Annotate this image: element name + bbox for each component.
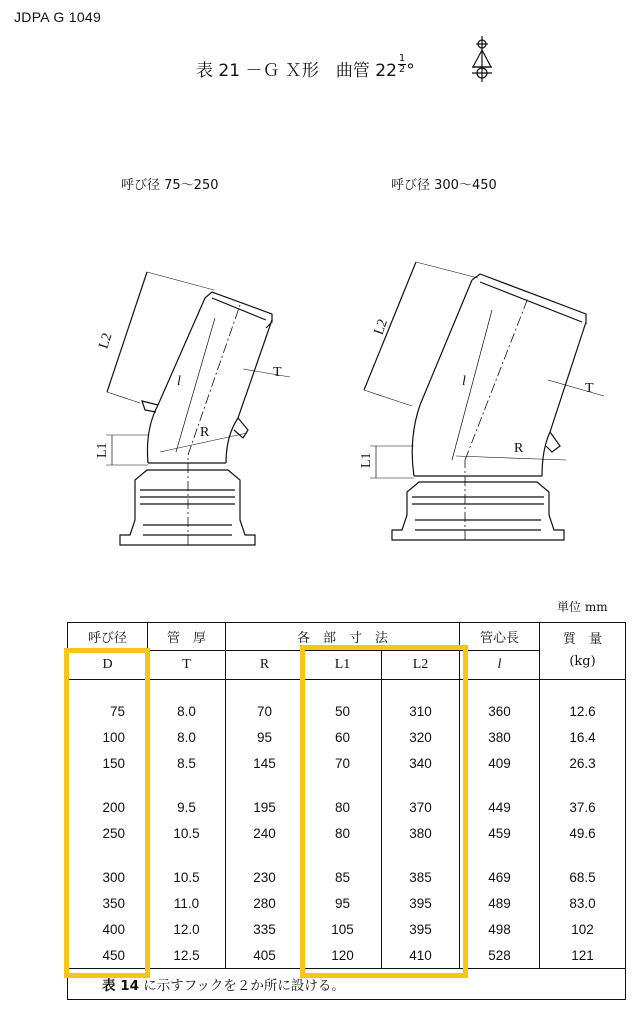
cell-l2: 370 — [382, 794, 460, 820]
cell-t: 10.5 — [148, 864, 226, 890]
cell-mass: 83.0 — [540, 890, 626, 916]
cell-l: 449 — [460, 794, 540, 820]
t-label-left: T — [273, 365, 282, 380]
title-text: 表 21 －Ｇ Ｘ形 曲管 22 — [196, 61, 397, 81]
cell-l2: 395 — [382, 890, 460, 916]
document-id: JDPA G 1049 — [14, 9, 102, 25]
note-text: に示すフックを２か所に設ける。 — [139, 978, 345, 994]
cell-l: 498 — [460, 916, 540, 942]
cell-l: 380 — [460, 724, 540, 750]
col-r-header: R — [226, 651, 304, 680]
highlight-box-l1-l2-columns — [300, 645, 468, 978]
cell-l1: 85 — [304, 864, 382, 890]
cell-l1: 120 — [304, 942, 382, 969]
l-label-left: l — [177, 374, 181, 389]
cell-mass: 37.6 — [540, 794, 626, 820]
cell-l1: 60 — [304, 724, 382, 750]
l1-label-right: L1 — [359, 452, 374, 468]
col-mass-header — [540, 623, 626, 680]
col-t-header: T — [148, 651, 226, 680]
cell-mass: 12.6 — [540, 698, 626, 724]
cell-mass: 68.5 — [540, 864, 626, 890]
cell-l1: 70 — [304, 750, 382, 776]
cell-t: 10.5 — [148, 820, 226, 846]
cell-r: 405 — [226, 942, 304, 969]
cell-r: 240 — [226, 820, 304, 846]
cell-l1: 80 — [304, 794, 382, 820]
col-center-length-header: 管心長 — [460, 623, 540, 651]
cell-l: 459 — [460, 820, 540, 846]
cell-mass: 102 — [540, 916, 626, 942]
t-label-right: T — [585, 381, 594, 396]
l-label-right: l — [462, 374, 466, 389]
cell-r: 70 — [226, 698, 304, 724]
note-table-reference: 表 14 — [102, 978, 139, 994]
col-l1-header: L1 — [304, 651, 382, 680]
cell-l2: 385 — [382, 864, 460, 890]
cell-d: 200 — [68, 794, 148, 820]
cell-r: 230 — [226, 864, 304, 890]
cell-d: 250 — [68, 820, 148, 846]
cell-mass: 26.3 — [540, 750, 626, 776]
l2-label-right: L2 — [371, 317, 392, 338]
cell-r: 280 — [226, 890, 304, 916]
caption-large-sizes: 呼び径 300～450 — [391, 178, 497, 193]
mass-label: 質 量 — [562, 632, 602, 647]
caption-small-sizes: 呼び径 75～250 — [121, 178, 219, 193]
cell-d: 400 — [68, 916, 148, 942]
cell-r: 335 — [226, 916, 304, 942]
col-thickness-header: 管 厚 — [148, 623, 226, 651]
l1-label-left: L1 — [95, 442, 110, 458]
col-nominal-header: 呼び径 — [68, 623, 148, 651]
fraction-denominator: 2 — [398, 64, 406, 75]
cell-l1: 80 — [304, 820, 382, 846]
right-pipe-drawing — [364, 262, 604, 540]
cell-t: 12.0 — [148, 916, 226, 942]
cell-l2: 320 — [382, 724, 460, 750]
cell-l2: 310 — [382, 698, 460, 724]
cell-d: 450 — [68, 942, 148, 969]
l2-label-left: L2 — [96, 331, 116, 351]
cell-l2: 340 — [382, 750, 460, 776]
cell-t: 12.5 — [148, 942, 226, 969]
title-degree: ° — [406, 61, 415, 81]
unit-label: 単位 mm — [557, 600, 608, 614]
right-drawing-labels — [359, 317, 594, 468]
col-dims-header: 各 部 寸 法 — [226, 623, 460, 651]
left-drawing-labels — [95, 331, 282, 458]
cell-r: 145 — [226, 750, 304, 776]
r-label-right: R — [514, 441, 524, 456]
fraction-numerator: 1 — [398, 53, 406, 64]
cell-r: 195 — [226, 794, 304, 820]
cell-l: 469 — [460, 864, 540, 890]
cell-l: 489 — [460, 890, 540, 916]
mass-unit: (kg) — [569, 654, 596, 669]
cell-t: 9.5 — [148, 794, 226, 820]
col-l-header: l — [460, 651, 540, 680]
cell-d: 350 — [68, 890, 148, 916]
col-l2-header: L2 — [382, 651, 460, 680]
r-label-left: R — [200, 425, 210, 440]
cell-t: 8.0 — [148, 698, 226, 724]
cell-l1: 95 — [304, 890, 382, 916]
cell-l: 360 — [460, 698, 540, 724]
cell-t: 11.0 — [148, 890, 226, 916]
left-pipe-drawing — [106, 272, 290, 545]
cell-d: 75 — [68, 698, 148, 724]
cell-l: 528 — [460, 942, 540, 969]
col-d-header: D — [68, 651, 148, 680]
highlight-box-d-column — [64, 648, 150, 978]
cell-l1: 50 — [304, 698, 382, 724]
cell-mass: 49.6 — [540, 820, 626, 846]
cell-r: 95 — [226, 724, 304, 750]
cell-d: 300 — [68, 864, 148, 890]
cell-l: 409 — [460, 750, 540, 776]
cell-mass: 121 — [540, 942, 626, 969]
cell-t: 8.5 — [148, 750, 226, 776]
cell-l1: 105 — [304, 916, 382, 942]
cell-l2: 410 — [382, 942, 460, 969]
cell-mass: 16.4 — [540, 724, 626, 750]
cell-l2: 380 — [382, 820, 460, 846]
cell-d: 100 — [68, 724, 148, 750]
cell-d: 150 — [68, 750, 148, 776]
cell-t: 8.0 — [148, 724, 226, 750]
cell-l2: 395 — [382, 916, 460, 942]
